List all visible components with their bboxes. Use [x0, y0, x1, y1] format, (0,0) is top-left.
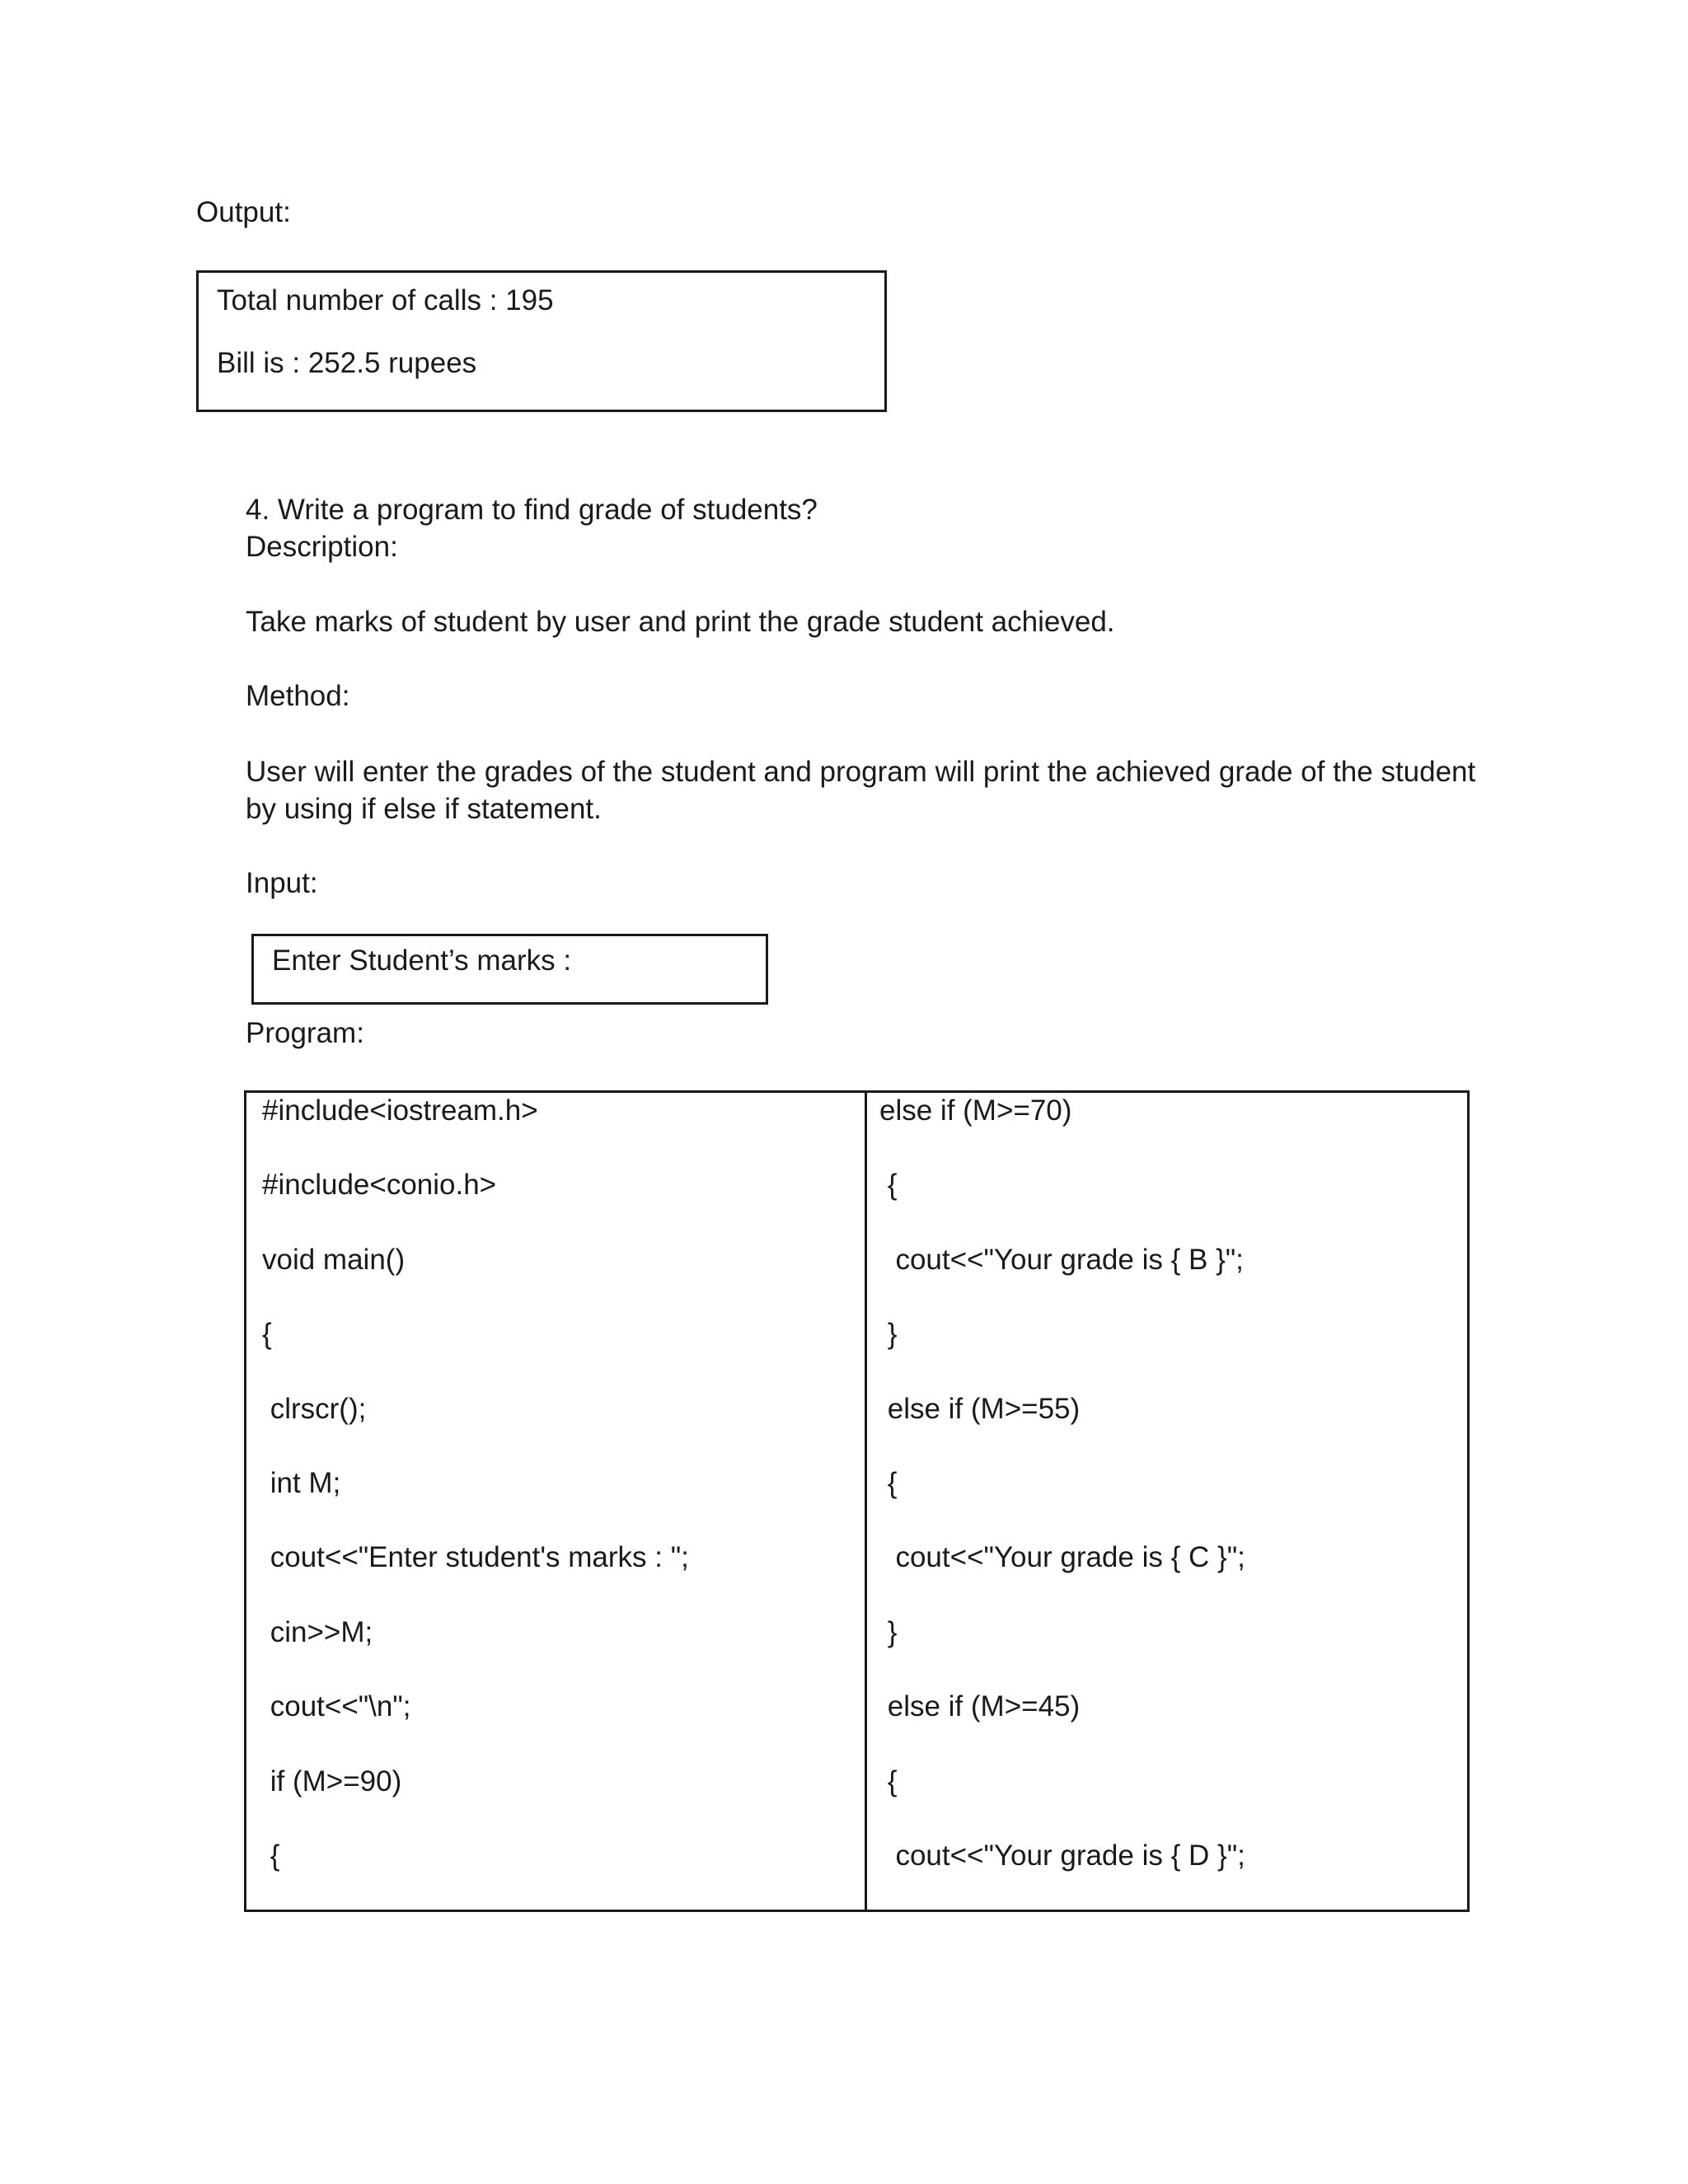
question-title: 4. Write a program to find grade of students? [246, 494, 818, 526]
input-box-text: Enter Student’s marks : [272, 944, 572, 977]
input-label: Input: [246, 867, 318, 899]
output-box [196, 270, 887, 412]
method-label: Method: [246, 680, 350, 712]
output-line-bill: Bill is : 252.5 rupees [217, 347, 477, 379]
method-text: User will enter the grades of the student and program will print the achieved grade of the student by using if else if statement. [246, 756, 1476, 825]
code-line-left-3: void main() [262, 1244, 406, 1276]
code-line-right-9: else if (M>=45) [879, 1690, 1081, 1722]
code-line-left-9: cout<<"\n"; [262, 1690, 411, 1722]
code-line-left-6: int M; [262, 1467, 341, 1499]
program-label: Program: [246, 1017, 364, 1049]
code-line-left-2: #include<conio.h> [262, 1169, 497, 1201]
code-line-right-10: { [879, 1765, 898, 1797]
code-line-right-7: cout<<"Your grade is { C }"; [879, 1541, 1245, 1573]
description-text: Take marks of student by user and print the grade student achieved. [246, 606, 1115, 638]
code-line-left-4: { [262, 1318, 272, 1350]
code-line-left-11: { [262, 1840, 280, 1872]
code-line-right-3: cout<<"Your grade is { B }"; [879, 1244, 1244, 1276]
code-line-left-7: cout<<"Enter student's marks : "; [262, 1541, 689, 1573]
code-line-left-5: clrscr(); [262, 1393, 367, 1425]
column-divider [865, 1093, 867, 1910]
input-box [251, 934, 768, 1005]
code-line-right-5: else if (M>=55) [879, 1393, 1081, 1425]
description-label: Description: [246, 531, 398, 563]
code-line-right-11: cout<<"Your grade is { D }"; [879, 1840, 1245, 1872]
code-line-right-2: { [879, 1169, 898, 1201]
code-line-right-4: } [879, 1318, 898, 1350]
code-line-right-8: } [879, 1616, 898, 1648]
code-line-left-10: if (M>=90) [262, 1765, 402, 1797]
code-line-right-6: { [879, 1467, 898, 1499]
code-line-left-1: #include<iostream.h> [262, 1094, 538, 1127]
code-line-left-8: cin>>M; [262, 1616, 373, 1648]
program-code-table [244, 1090, 1470, 1912]
output-line-calls: Total number of calls : 195 [217, 284, 554, 316]
code-line-right-1: else if (M>=70) [879, 1094, 1072, 1127]
output-heading: Output: [196, 196, 291, 228]
